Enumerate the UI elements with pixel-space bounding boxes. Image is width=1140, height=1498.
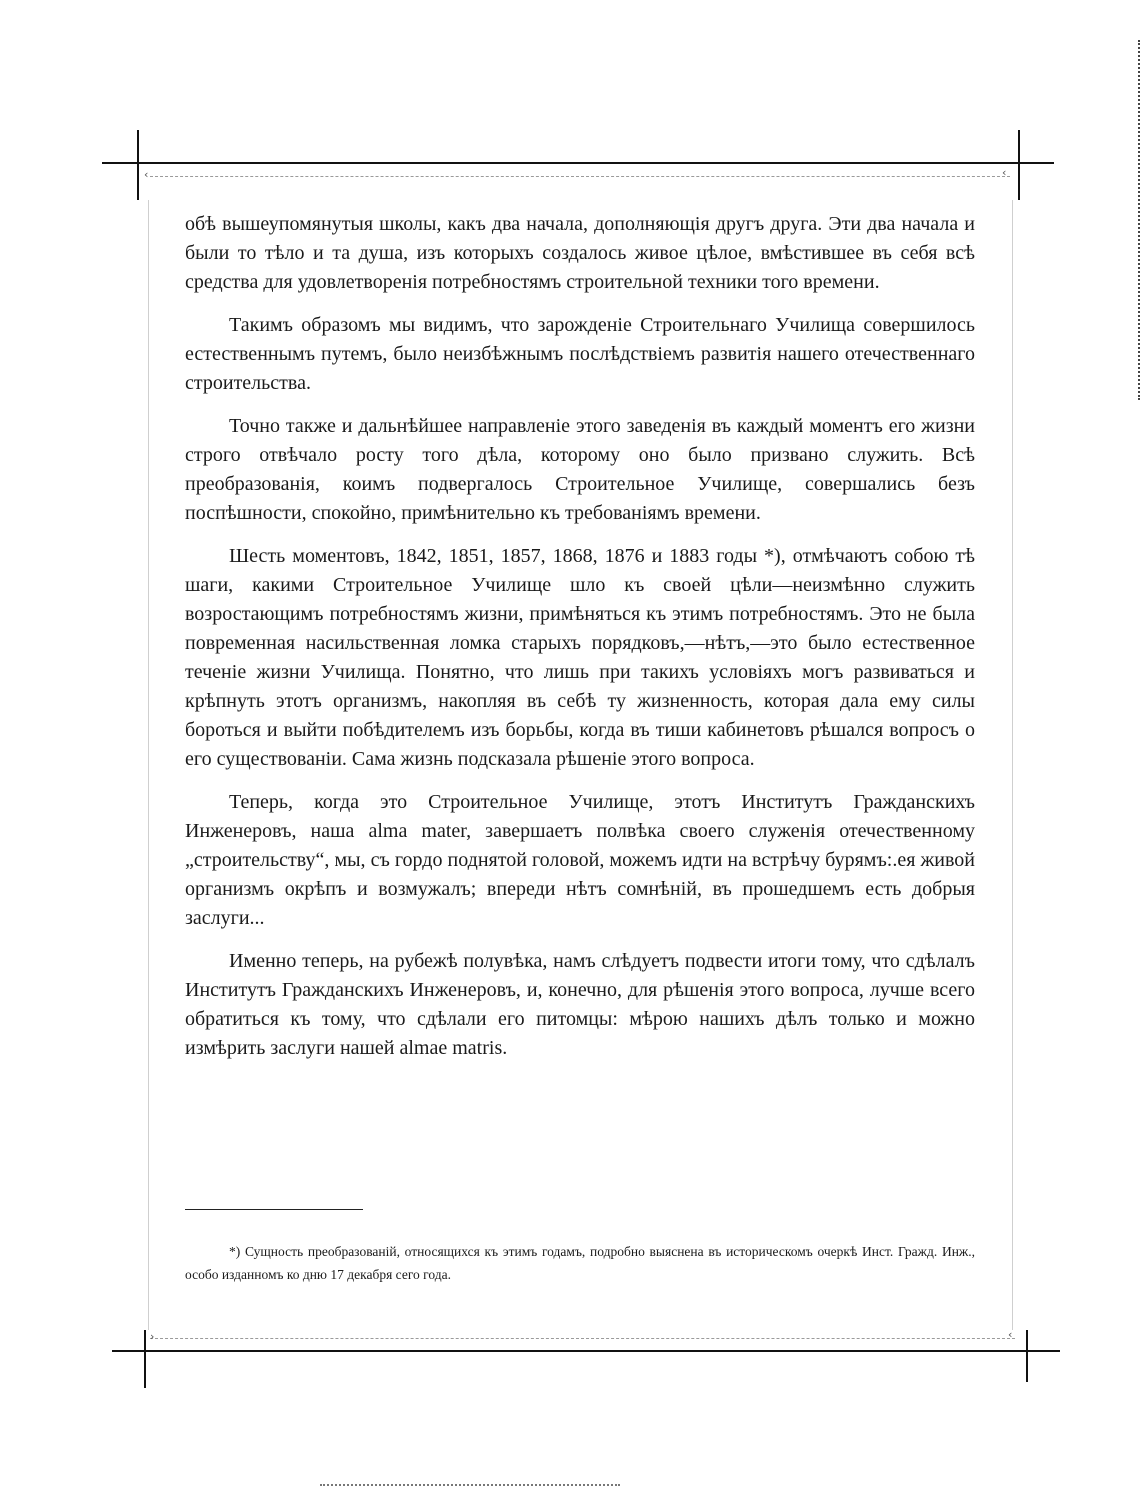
footnote: *) Сущность преобразованій, относящихся къ этимъ годамъ, подробно выяснена въ историческомъ очеркѣ Инст. Гражд. Инж., особо изданномъ ко дню 17 декабря сего года.	[185, 1244, 975, 1282]
right-frame-line-bottom	[1026, 1330, 1028, 1382]
corner-mark-bottom-right: ‹	[1008, 1328, 1013, 1341]
paragraph: Именно теперь, на рубежѣ полувѣка, намъ слѣдуетъ подвести итоги тому, что сдѣлалъ Институтъ Гражданскихъ Инженеровъ, и, конечно, для рѣшенія этого вопроса, лучше всего обратиться къ тому, что сдѣлали его питомцы: мѣрою нашихъ дѣлъ только и можно измѣрить заслуги нашей almae matris.	[185, 950, 975, 1059]
corner-mark-top-right: ‹	[1002, 166, 1007, 179]
bottom-scan-specks	[320, 1484, 620, 1486]
bottom-dashed-guide	[150, 1338, 1015, 1339]
right-edge-scan-marks	[1135, 40, 1140, 400]
paragraph: обѣ вышеупомянутыя школы, какъ два начала, дополняющія другъ друга. Эти два начала и были то тѣло и та душа, изъ которыхъ создалось живое цѣлое, вмѣстившее въ себя всѣ средства для удовлетворенія потребностямъ строительной техники того времени.	[185, 213, 975, 293]
paragraph: Шесть моментовъ, 1842, 1851, 1857, 1868, 1876 и 1883 годы *), отмѣчаютъ собою тѣ шаги, какими Строительное Училище шло къ своей цѣли—неизмѣнно служить возростающимъ потребностямъ жизни, примѣняться къ этимъ потребностямъ. Это не была повременная насильственная ломка старыхъ порядковъ,—нѣтъ,—это было естественное теченіе жизни Училища. Понятно, что лишь при такихъ условіяхъ могъ развиваться и крѣпнуть этотъ организмъ, накопляя въ себѣ ту жизненность, которая дала ему силы бороться и выйти побѣдителемъ изъ борьбы, когда въ тиши кабинетовъ рѣшался вопросъ о его существованіи. Сама жизнь подсказала рѣшеніе этого вопроса.	[185, 545, 975, 770]
body-text	[185, 210, 975, 1077]
left-frame-line-top	[137, 130, 139, 200]
bottom-frame-line	[112, 1350, 1060, 1352]
top-dashed-guide	[150, 176, 1010, 177]
corner-mark-top-left: ‹	[144, 168, 149, 181]
right-frame-line-top	[1018, 130, 1020, 200]
right-guide-line	[1012, 200, 1013, 1330]
top-frame-line	[102, 162, 1054, 164]
paragraph: Точно также и дальнѣйшее направленіе этого заведенія въ каждый моментъ его жизни строго отвѣчало росту того дѣла, которому оно было призвано служить. Всѣ преобразованія, коимъ подвергалось Строительное Училище, совершались безъ поспѣшности, спокойно, примѣнительно къ требованіямъ времени.	[185, 415, 975, 524]
left-frame-line-bottom	[144, 1330, 146, 1388]
footnote-separator	[185, 1209, 363, 1210]
left-guide-line	[148, 200, 149, 1330]
paragraph: Теперь, когда это Строительное Училище, этотъ Институтъ Гражданскихъ Инженеровъ, наша alma mater, завершаетъ полвѣка своего служенія отечественному „строительству“, мы, съ гордо поднятой головой, можемъ идти на встрѣчу бурямъ:.ея живой организмъ окрѣпъ и возмужалъ; впереди нѣтъ сомнѣній, въ прошедшемъ есть добрыя заслуги...	[185, 791, 975, 929]
paragraph: Такимъ образомъ мы видимъ, что зарожденіе Строительнаго Училища совершилось естественнымъ путемъ, было неизбѣжнымъ послѣдствіемъ развитія нашего отечественнаго строительства.	[185, 314, 975, 394]
corner-mark-bottom-left: ›	[150, 1330, 155, 1343]
